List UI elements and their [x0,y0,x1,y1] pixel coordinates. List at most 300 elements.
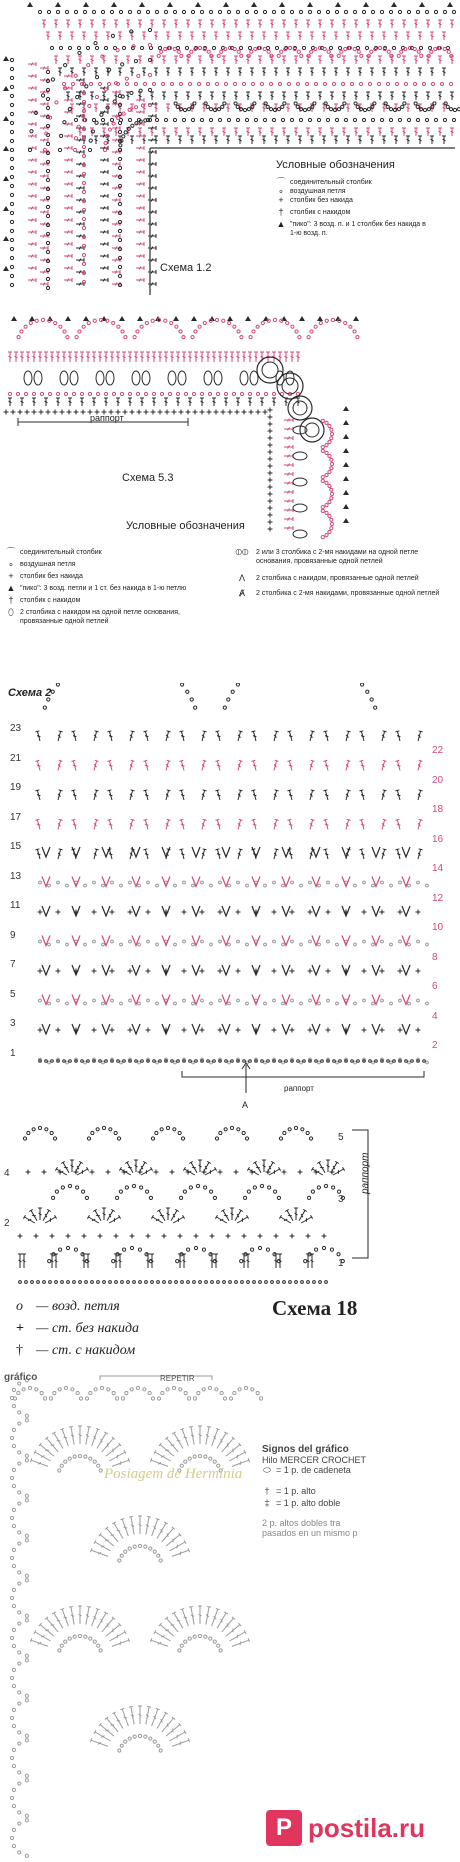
chain-stitch [220,1391,223,1394]
chain-stitch [259,1397,262,1400]
chain-stitch [12,1748,15,1751]
chain-stitch [444,102,447,105]
chain-stitch [372,1061,375,1064]
chain-stitch [449,82,452,85]
double-crochet-stitch [334,136,338,144]
chain-stitch [46,241,49,244]
double-crochet-stitch [318,56,322,64]
single-crochet-stitch [18,1234,23,1239]
chain-stitch [227,10,230,13]
chain-stitch [10,1596,13,1599]
chain-stitch [266,46,269,49]
row-number: 4 [432,1010,438,1022]
double-crochet-stitch [402,92,406,100]
single-crochet-stitch [11,410,16,415]
double-crochet-stitch [236,760,242,771]
chain-stitch [91,1131,94,1134]
double-crochet-stitch [198,20,202,28]
double-crochet-stitch [370,136,374,144]
chain-stitch [84,1061,87,1064]
single-crochet-stitch [306,1234,311,1239]
chain-stitch [258,1246,261,1249]
single-crochet-stitch [290,1028,295,1033]
double-crochet-stitch [250,32,254,40]
chain-stitch [84,1002,87,1005]
double-crochet-icon: † [8,595,14,605]
chain-stitch [201,940,204,943]
chain-stitch [149,1547,152,1550]
chain-stitch [133,1735,136,1738]
cluster-stitch [312,877,320,887]
chain-stitch [106,319,109,322]
row-number: 13 [10,870,22,882]
chain-stitch [72,392,75,395]
chain-stitch [277,54,280,57]
single-crochet-stitch [128,910,133,915]
chain-stitch [18,1822,21,1825]
cluster-stitch [192,906,200,916]
chain-stitch [354,943,357,946]
chain-stitch [324,102,327,105]
double-crochet-stitch [190,68,194,76]
chain-stitch [245,1137,248,1140]
scheme-18-row-4: 4 [4,1168,10,1179]
single-crochet-stitch [268,485,273,490]
double-crochet-stitch [107,819,113,830]
chain-stitch [137,10,140,13]
chain-stitch [330,458,333,461]
double-crochet-stitch [251,819,257,830]
scheme-18-rapport: раппорт [360,1152,371,1194]
double-crochet-stitch [274,136,278,144]
double-crochet-stitch [28,194,36,198]
chain-stitch [120,1744,123,1747]
chain-stitch [164,319,167,322]
chain-stitch [217,54,220,57]
single-crochet-stitch [74,410,79,415]
chain-stitch [373,102,376,105]
chain-stitch [282,884,285,887]
chain-stitch [229,1397,232,1400]
chain-stitch [169,1281,172,1284]
double-crochet-stitch [284,481,293,485]
double-crochet-stitch [107,790,113,801]
chain-stitch [10,229,13,232]
chain-stitch [200,10,203,13]
chain-stitch [45,1060,48,1063]
chain-stitch [301,1281,304,1284]
double-crochet-stitch [179,760,185,771]
chain-stitch [349,325,352,328]
chain-stitch [175,325,178,328]
single-crochet-stitch [272,1028,277,1033]
chain-stitch [389,10,392,13]
chain-stitch [174,1061,177,1064]
double-crochet-stitch [380,819,386,830]
single-crochet-stitch [32,410,37,415]
double-crochet-stitch [215,731,221,742]
chain-stitch [333,1060,336,1063]
double-crochet-stitch [90,56,94,64]
double-crochet-stitch [234,92,238,100]
puff-stitch [204,371,212,385]
chain-stitch [31,1281,34,1284]
chain-stitch [237,881,240,884]
single-crochet-stitch [146,969,151,974]
chain-stitch [414,102,417,105]
double-crochet-stitch [236,398,240,406]
chain-stitch [321,1060,324,1063]
single-crochet-stitch [242,410,247,415]
chain-stitch [130,1246,133,1249]
scheme-5-3-legend-right [232,548,454,598]
double-crochet-stitch [18,1254,22,1268]
double-crochet-stitch [284,517,293,521]
chain-stitch [321,509,324,512]
chain-stitch [261,1060,264,1063]
chain-stitch [233,82,236,85]
double-crochet-stitch [346,32,350,40]
double-crochet-stitch [126,56,130,64]
chain-stitch [247,1281,250,1284]
double-crochet-stitch [251,731,257,742]
chain-stitch [10,193,13,196]
chain-stitch [82,181,85,184]
row-number: 8 [432,951,438,963]
chain-stitch [249,1060,252,1063]
chain-stitch [39,881,42,884]
single-crochet-stitch [56,1028,61,1033]
picot-stitch [173,316,179,321]
chain-stitch [184,1640,187,1643]
double-crochet-stitch [287,760,293,771]
chain-stitch [28,148,31,151]
double-crochet-stitch [200,352,204,362]
double-crochet-stitch [136,206,144,210]
chain-stitch [443,118,446,121]
chain-stitch [202,1248,205,1251]
chain-stitch [307,1196,310,1199]
chain-stitch [124,1740,127,1743]
double-crochet-stitch [28,230,36,234]
chain-stitch [141,1060,144,1063]
chain-stitch [328,470,331,473]
double-crochet-stitch [82,32,86,40]
double-crochet-stitch [90,1738,108,1748]
chain-stitch [159,1749,162,1752]
double-crochet-stitch [76,150,84,154]
double-crochet-stitch [238,32,242,40]
chain-stitch [249,336,252,339]
chain-stitch [122,135,125,138]
double-crochet-stitch [189,1606,196,1624]
chain-stitch [246,943,249,946]
chain-stitch [417,999,420,1002]
chain-stitch [12,1604,15,1607]
chain-stitch [326,118,329,121]
chain-stitch [281,10,284,13]
puff-stitch [240,371,248,385]
chain-stitch [328,440,331,443]
double-crochet-stitch [438,20,442,28]
puff-icon: ⬯ [8,607,14,617]
single-crochet-stitch [268,443,273,448]
picot-stitch [391,2,397,7]
chain-stitch [68,1637,71,1640]
double-crochet-stitch [166,136,170,144]
double-crochet-stitch [70,32,74,40]
chain-stitch [357,50,360,53]
chain-stitch [129,940,132,943]
double-crochet-icon: † [278,207,284,217]
single-crochet-stitch [56,969,61,974]
double-crochet-stitch [260,398,264,406]
chain-stitch [425,10,428,13]
double-crochet-stitch [200,398,204,406]
chain-stitch [223,706,226,709]
chain-stitch [92,10,95,13]
chain-stitch [163,1281,166,1284]
chain-stitch [77,46,80,49]
chain-stitch [309,881,312,884]
chain-stitch [325,421,328,424]
cluster-stitch [222,847,230,857]
cluster-icon: ⦶⦶ [235,547,249,557]
double-crochet-stitch [354,56,358,64]
chain-stitch [229,1281,232,1284]
double-crochet-stitch [378,128,382,136]
chain-stitch [102,884,105,887]
chain-stitch [330,527,333,530]
chain-stitch [285,1060,288,1063]
chain-stitch [12,1548,15,1551]
double-crochet-stitch [262,136,266,144]
chain-stitch [139,1281,142,1284]
chain-stitch [87,1137,90,1140]
chain-stitch [305,82,308,85]
chain-stitch [344,118,347,121]
chain-stitch [341,82,344,85]
chain-stitch [354,1061,357,1064]
scheme-5-3-legend-left [6,548,221,626]
double-crochet-stitch [322,32,326,40]
chain-stitch [25,1814,28,1817]
double-crochet-stitch [254,352,258,362]
double-crochet-stitch [70,1160,74,1172]
chain-stitch [215,82,218,85]
double-crochet-stitch [395,790,401,801]
double-crochet-stitch [198,1426,202,1444]
chain-stitch [85,1260,88,1263]
double-crochet-stitch [112,198,120,202]
chain-stitch [337,1190,340,1193]
double-crochet-stitch [56,760,62,771]
chain-stitch [161,1391,164,1394]
double-crochet-stitch [92,849,98,860]
picot-stitch [343,476,349,481]
chain-stitch [155,10,158,13]
chain-stitch [193,102,196,105]
chain-stitch [224,47,227,50]
chain-stitch [191,336,194,339]
double-crochet-stitch [128,760,134,771]
double-crochet-stitch [202,136,206,144]
chain-stitch [78,1454,81,1457]
double-crochet-stitch [226,32,230,40]
chain-stitch [294,102,297,105]
scheme-5-3-chart [0,300,460,540]
puff-stitch [142,371,150,385]
double-crochet-stitch [323,790,329,801]
double-crochet-stitch [258,20,262,28]
chain-stitch [431,82,434,85]
chain-stitch [100,1386,103,1389]
double-crochet-stitch [28,158,36,162]
chain-stitch [48,1260,51,1263]
single-crochet-stitch [214,410,219,415]
double-crochet-stitch [296,352,300,362]
chain-stitch [237,1128,240,1131]
double-crochet-stitch [354,20,358,28]
double-crochet-stitch [298,68,302,76]
chain-stitch [371,10,374,13]
chain-stitch [198,46,201,49]
legend-item: † = 1 p. alto [262,1486,458,1496]
chain-stitch [125,77,128,80]
chain-stitch [57,881,60,884]
chain-stitch [380,118,383,121]
single-crochet-stitch [326,969,331,974]
double-crochet-stitch [22,1254,26,1268]
double-crochet-stitch [426,20,430,28]
chain-stitch [18,1491,21,1494]
chain-stitch [291,999,294,1002]
cluster-stitch [282,936,290,946]
chain-stitch [93,940,96,943]
double-crochet-stitch [50,352,54,362]
double-crochet-stitch [370,32,374,40]
picot-stitch [55,2,61,7]
double-crochet-stitch [102,20,106,28]
chain-stitch [121,63,124,66]
chain-stitch [201,881,204,884]
chain-stitch [279,1060,282,1063]
scheme-2-title: Схема 2 [8,687,52,699]
chain-stitch [84,1635,87,1638]
chain-stitch [156,1061,159,1064]
double-crochet-stitch [215,790,221,801]
chain-stitch [248,46,251,49]
chain-stitch [209,1637,212,1640]
chain-stitch [88,392,91,395]
double-crochet-stitch [370,68,374,76]
picot-stitch [343,490,349,495]
double-crochet-stitch [78,56,82,64]
chain-stitch [68,46,71,49]
single-crochet-stitch [268,492,273,497]
double-crochet-stitch [134,1160,138,1172]
double-crochet-stitch [134,352,138,362]
chain-stitch [243,1196,246,1199]
chain-stitch [46,106,49,109]
chain-stitch [413,47,416,50]
chain-stitch [321,536,324,539]
double-crochet-stitch [322,68,326,76]
chain-stitch [125,1391,128,1394]
chain-stitch [427,108,430,111]
single-crochet-stitch [398,1028,403,1033]
double-crochet-stitch [82,68,86,76]
double-crochet-stitch [198,1160,202,1172]
double-crochet-stitch [86,352,90,362]
double-crochet-stitch [297,1209,306,1221]
double-crochet-stitch [40,66,48,70]
chain-stitch [440,82,443,85]
chain-stitch [416,10,419,13]
chain-stitch [118,274,121,277]
chain-stitch [191,10,194,13]
puff-stitch [60,371,68,385]
chain-stitch [400,50,403,53]
chain-stitch [417,881,420,884]
chain-stitch [254,47,257,50]
chain-stitch [157,1744,160,1747]
chain-stitch [120,392,123,395]
cluster-stitch [252,847,260,857]
row-number: 7 [10,959,16,970]
double-crochet-stitch [215,849,221,860]
chain-stitch [218,10,221,13]
chain-stitch [10,1836,13,1839]
chain-stitch [124,131,127,134]
chain-stitch [314,1248,317,1251]
double-crochet-stitch [148,258,156,262]
double-crochet-stitch [30,1638,48,1648]
chain-stitch [253,1186,256,1189]
chain-stitch [151,1281,154,1284]
chain-stitch [10,1756,13,1759]
chain-stitch [104,141,107,144]
chain-stitch [105,1060,108,1063]
chain-stitch [177,50,180,53]
chain-stitch [12,1844,15,1847]
double-crochet-stitch [71,760,77,771]
chain-stitch [213,1460,216,1463]
chain-stitch [10,175,13,178]
chain-stitch [225,1060,228,1063]
chain-stitch [85,85,88,88]
chain-stitch [10,220,13,223]
chain-stitch [119,144,122,147]
single-crochet-stitch [81,410,86,415]
double-crochet-stitch [406,136,410,144]
double-crochet-stitch [406,68,410,76]
cluster-stitch [42,995,50,1005]
chain-stitch [322,1246,325,1249]
single-crochet-stitch [326,910,331,915]
single-crochet-stitch [162,1234,167,1239]
chain-stitch [178,1649,181,1652]
double-crochet-stitch [174,20,178,28]
chain-stitch [10,238,13,241]
chain-stitch [58,148,61,151]
chain-stitch [327,999,330,1002]
chain-stitch [381,999,384,1002]
chain-stitch [85,1397,88,1400]
chain-stitch [314,47,317,50]
chain-stitch [134,60,137,63]
tr2tog-icon: Ⱥ [238,588,245,598]
